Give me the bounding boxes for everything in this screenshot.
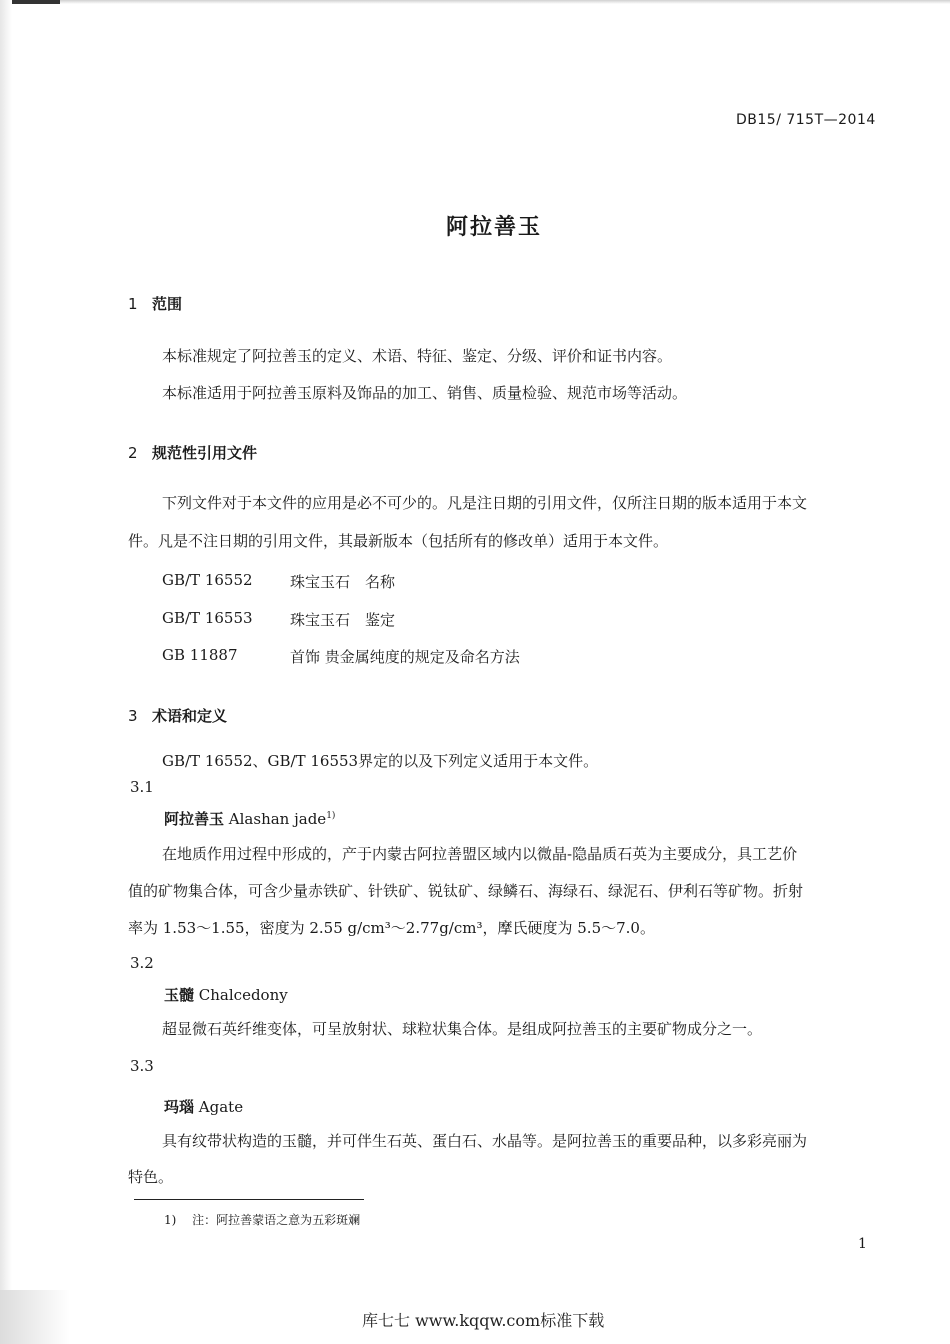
definition-line: 率为 1.53～1.55，密度为 2.55 g/cm³～2.77g/cm³，摩氏硬度为 5.5～7.0。 (128, 919, 655, 937)
term-heading (164, 808, 335, 829)
footnote-ref: 1) (326, 811, 336, 821)
scan-edge-top (0, 0, 950, 4)
footnote-marker: 1) (164, 1213, 177, 1227)
doc-number: DB15/ 715T—2014 (736, 112, 876, 128)
reference-code: GB/T 16553 (162, 609, 253, 627)
watermark-text: 库七七 www.kqqw.com标准下载 (362, 1311, 605, 1330)
term-number: 3.1 (130, 778, 154, 796)
reference-name: 首饰 贵金属纯度的规定及命名方法 (290, 648, 520, 666)
definition-line: 在地质作用过程中形成的，产于内蒙古阿拉善盟区域内以微晶-隐晶质石英为主要成分，具工艺价 (162, 845, 798, 863)
paragraph-line: 件。凡是不注日期的引用文件，其最新版本（包括所有的修改单）适用于本文件。 (128, 532, 669, 550)
reference-name: 珠宝玉石 名称 (290, 573, 396, 591)
section-number: 1 (128, 295, 138, 313)
definition-line: 超显微石英纤维变体，可呈放射状、球粒状集合体。是组成阿拉善玉的主要矿物成分之一。 (162, 1020, 763, 1038)
paragraph: 本标准适用于阿拉善玉原料及饰品的加工、销售、质量检验、规范市场等活动。 (162, 384, 688, 402)
section-1-heading (128, 293, 182, 314)
page-title: 阿拉善玉 (446, 215, 543, 240)
section-3-heading (128, 705, 227, 726)
scan-edge-shadow (0, 1290, 70, 1344)
footnote-text: 注：阿拉善蒙语之意为五彩斑斓 (192, 1213, 361, 1227)
term-en: Chalcedony (198, 986, 288, 1004)
definition-line: 值的矿物集合体，可含少量赤铁矿、针铁矿、锐钛矿、绿鳞石、海绿石、绿泥石、伊利石等矿物。折射 (128, 882, 804, 900)
section-title: 范围 (152, 295, 183, 313)
term-cn: 玉髓 (164, 986, 195, 1004)
definition-line: 具有纹带状构造的玉髓，并可伴生石英、蛋白石、水晶等。是阿拉善玉的重要品种，以多彩亮丽为 (162, 1132, 808, 1150)
page-number: 1 (858, 1236, 867, 1252)
term-cn: 阿拉善玉 (164, 810, 225, 828)
definition-line: 特色。 (128, 1168, 174, 1186)
term-cn: 玛瑙 (164, 1098, 195, 1116)
section-title: 规范性引用文件 (152, 444, 258, 462)
term-en: Alashan jade (228, 810, 327, 828)
term-heading (164, 1096, 243, 1117)
section-number: 3 (128, 707, 138, 725)
reference-name: 珠宝玉石 鉴定 (290, 611, 396, 629)
reference-code: GB 11887 (162, 646, 238, 664)
section-title: 术语和定义 (152, 707, 228, 725)
paragraph: 本标准规定了阿拉善玉的定义、术语、特征、鉴定、分级、评价和证书内容。 (162, 347, 673, 365)
term-heading (164, 984, 288, 1005)
paragraph-line: 下列文件对于本文件的应用是必不可少的。凡是注日期的引用文件，仅所注日期的版本适用于本文 (162, 494, 808, 512)
footnote (164, 1211, 360, 1228)
reference-code: GB/T 16552 (162, 571, 253, 589)
section-intro: GB/T 16552、GB/T 16553界定的以及下列定义适用于本文件。 (162, 752, 599, 770)
section-number: 2 (128, 444, 138, 462)
term-number: 3.2 (130, 954, 154, 972)
term-en: Agate (198, 1098, 244, 1116)
section-2-heading (128, 442, 257, 463)
term-number: 3.3 (130, 1057, 154, 1075)
scan-edge-left (0, 0, 12, 1344)
footnote-divider (134, 1199, 364, 1200)
